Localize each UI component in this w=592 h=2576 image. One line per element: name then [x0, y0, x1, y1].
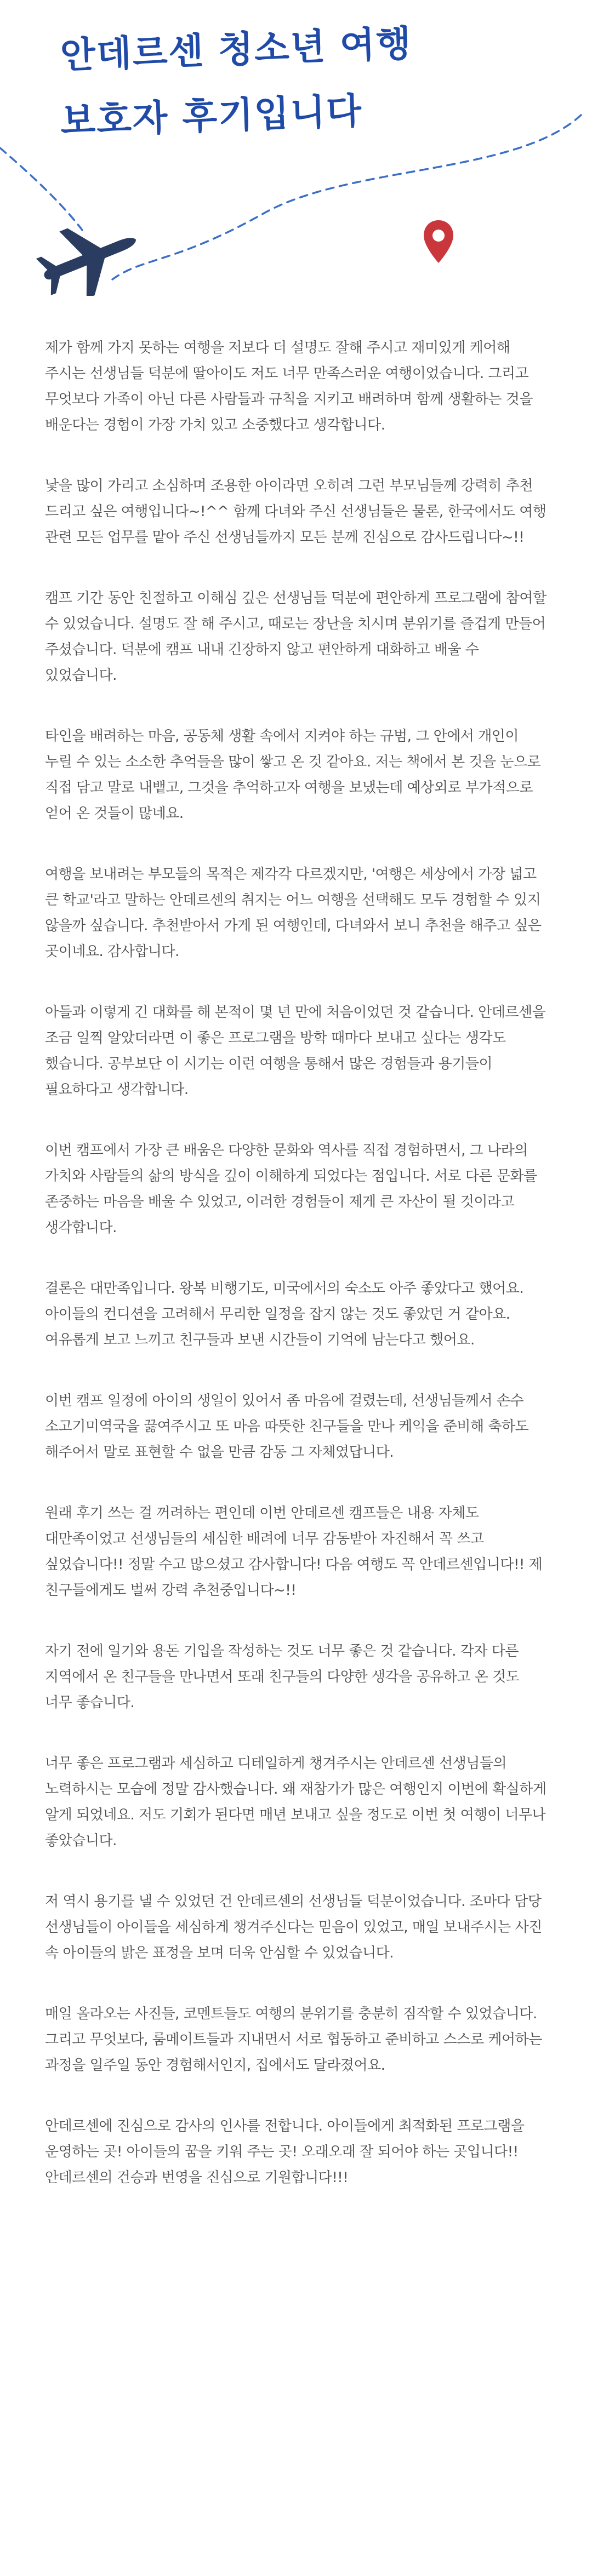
review-content	[45, 335, 549, 2226]
map-pin-icon	[422, 219, 455, 265]
page-title-line2: 보호자 후기입니다	[59, 89, 363, 142]
review-paragraph: 너무 좋은 프로그램과 세심하고 디테일하게 챙겨주시는 안데르센 선생님들의 노력하시는 모습에 정말 감사했습니다. 왜 재참가가 많은 여행인지 이번에 확실하게 알게 되었네요. 저도 기회가 된다면 매년 보내고 싶을 정도로 이번 첫 여행이 너무나 좋았습니다.	[45, 1755, 547, 1849]
review-paragraph: 이번 캠프에서 가장 큰 배움은 다양한 문화와 역사를 직접 경험하면서, 그 나라의 가치와 사람들의 삶의 방식을 깊이 이해하게 되었다는 점입니다. 서로 다른 문화를 존중하는 마음을 배울 수 있었고, 이러한 경험들이 제게 큰 자산이 될 것이라고 생각합니다.	[45, 1142, 537, 1236]
review-paragraph: 타인을 배려하는 마음, 공동체 생활 속에서 지켜야 하는 규범, 그 안에서 개인이 누릴 수 있는 소소한 추억들을 많이 쌓고 온 것 같아요. 저는 책에서 본 것을 눈으로 직접 담고 말로 내뱉고, 그것을 추억하고자 여행을 보냈는데 예상외로 부가적으로 얻어 온 것들이 많네요.	[45, 728, 541, 822]
airplane-icon	[34, 219, 144, 296]
page-title-line1: 안데르센 청소년 여행	[59, 22, 413, 77]
review-paragraph: 여행을 보내려는 부모들의 목적은 제각각 다르겠지만, '여행은 세상에서 가장 넓고 큰 학교'라고 말하는 안데르센의 취지는 어느 여행을 선택해도 모두 경험할 수 있지 않을까 싶습니다. 추천받아서 가게 된 여행인데, 다녀와서 보니 추천을 해주고 싶은 곳이네요. 감사합니다.	[45, 866, 542, 960]
review-header	[0, 0, 592, 307]
review-paragraph: 원래 후기 쓰는 걸 꺼려하는 편인데 이번 안데르센 캠프들은 내용 자체도 대만족이었고 선생님들의 세심한 배려에 너무 감동받아 자진해서 꼭 쓰고 싶었습니다!! 정말 수고 많으셨고 감사합니다! 다음 여행도 꼭 안데르센입니다!! 제 친구들에게도 벌써 강력 추천중입니다~!!	[45, 1505, 543, 1599]
review-paragraph: 이번 캠프 일정에 아이의 생일이 있어서 좀 마음에 걸렸는데, 선생님들께서 손수 소고기미역국을 끓여주시고 또 마음 따뜻한 친구들을 만나 케익을 준비해 축하도 해주어서 말로 표현할 수 없을 만큼 감동 그 자체였답니다.	[45, 1393, 529, 1461]
review-paragraph: 제가 함께 가지 못하는 여행을 저보다 더 설명도 잘해 주시고 재미있게 케어해 주시는 선생님들 덕분에 딸아이도 저도 너무 만족스러운 여행이었습니다. 그리고 무엇보다 가족이 아닌 다른 사람들과 규칙을 지키고 배려하며 함께 생활하는 것을 배운다는 경험이 가장 가치 있고 소중했다고 생각합니다.	[45, 340, 533, 433]
review-paragraph: 캠프 기간 동안 친절하고 이해심 깊은 선생님들 덕분에 편안하게 프로그램에 참여할 수 있었습니다. 설명도 잘 해 주시고, 때로는 장난을 치시며 분위기를 즐겁게 만들어 주셨습니다. 덕분에 캠프 내내 긴장하지 않고 편안하게 대화하고 배울 수 있었습니다.	[45, 590, 547, 684]
review-paragraph: 결론은 대만족입니다. 왕복 비행기도, 미국에서의 숙소도 아주 좋았다고 했어요. 아이들의 컨디션을 고려해서 무리한 일정을 잡지 않는 것도 좋았던 거 같아요. 여유롭게 보고 느끼고 친구들과 보낸 시간들이 기억에 남는다고 했어요.	[45, 1280, 524, 1348]
review-paragraph: 낯을 많이 가리고 소심하며 조용한 아이라면 오히려 그런 부모님들께 강력히 추천 드리고 싶은 여행입니다~!^^ 함께 다녀와 주신 선생님들은 물론, 한국에서도 여행 관련 모든 업무를 맡아 주신 선생님들까지 모든 분께 진심으로 감사드립니다~!!	[45, 478, 547, 546]
review-paragraph: 안데르센에 진심으로 감사의 인사를 전합니다. 아이들에게 최적화된 프로그램을 운영하는 곳! 아이들의 꿈을 키워 주는 곳! 오래오래 잘 되어야 하는 곳입니다!! 안데르센의 건승과 번영을 진심으로 기원합니다!!!	[45, 2118, 525, 2186]
review-paragraph: 자기 전에 일기와 용돈 기입을 작성하는 것도 너무 좋은 것 같습니다. 각자 다른 지역에서 온 친구들을 만나면서 또래 친구들의 다양한 생각을 공유하고 온 것도 너무 좋습니다.	[45, 1643, 520, 1711]
review-paragraph: 아들과 이렇게 긴 대화를 해 본적이 몇 년 만에 처음이었던 것 같습니다. 안데르센을 조금 일찍 알았더라면 이 좋은 프로그램을 방학 때마다 보내고 싶다는 생각도 했습니다. 공부보단 이 시기는 이런 여행을 통해서 많은 경험들과 용기들이 필요하다고 생각합니다.	[45, 1004, 546, 1098]
review-paragraph: 저 역시 용기를 낼 수 있었던 건 안데르센의 선생님들 덕분이었습니다. 조마다 담당 선생님들이 아이들을 세심하게 챙겨주신다는 믿음이 있었고, 매일 보내주시는 사진 속 아이들의 밝은 표정을 보며 더욱 안심할 수 있었습니다.	[45, 1893, 542, 1961]
review-paragraph: 매일 올라오는 사진들, 코멘트들도 여행의 분위기를 충분히 짐작할 수 있었습니다. 그리고 무엇보다, 룸메이트들과 지내면서 서로 협동하고 준비하고 스스로 케어하는 과정을 일주일 동안 경험해서인지, 집에서도 달라졌어요.	[45, 2006, 542, 2074]
